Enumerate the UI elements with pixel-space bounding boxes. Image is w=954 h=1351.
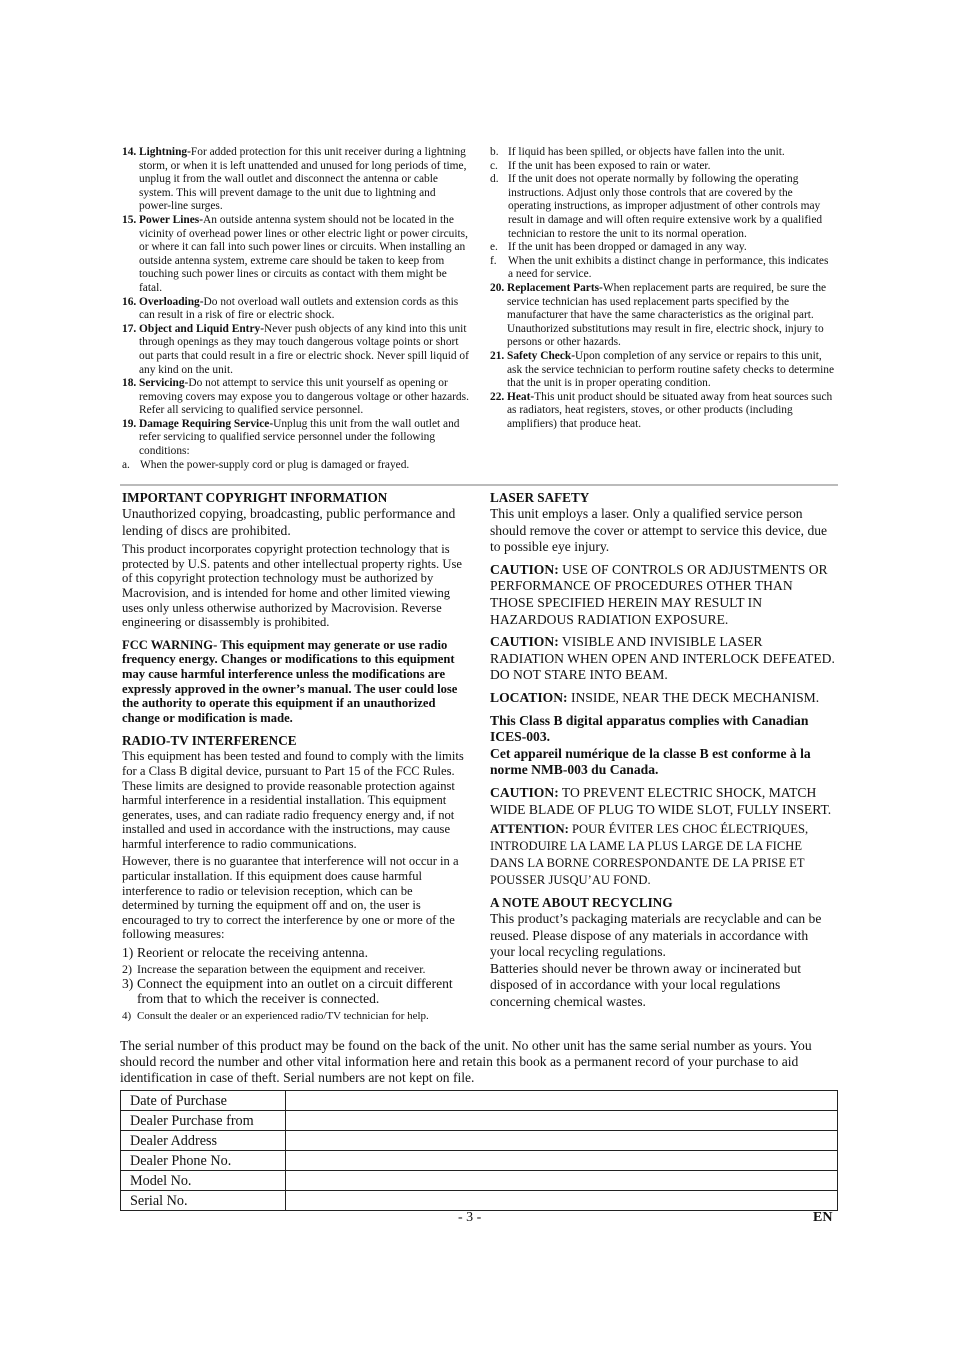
- canada-fr: Cet appareil numérique de la classe B est conforme à la norme NMB-003 du Canada.: [490, 745, 811, 778]
- radio-tv-p2: However, there is no guarantee that interference will not occur in a particular installation. If this equipment does cause harmful interference to radio or television reception, which can be determined by turning the equipment off and on, the user is encouraged to try to correct the interference by one or more of the following measures:: [122, 854, 459, 942]
- notices-right: [490, 490, 836, 1011]
- row-value[interactable]: [286, 1191, 838, 1211]
- row-label: Serial No.: [121, 1191, 286, 1211]
- row-value[interactable]: [286, 1111, 838, 1131]
- safety-item: 18. Servicing-Do not attempt to service this unit yourself as opening or removing covers may expose you to dangerous voltage or other hazards. Refer all servicing to qualified service personnel.: [122, 377, 469, 417]
- row-label: Dealer Address: [121, 1131, 286, 1151]
- row-value[interactable]: [286, 1091, 838, 1111]
- recycling-p1: This product’s packaging materials are recyclable and can be reused. Please dispose of any materials in accordance with your local recycling regulations.: [490, 911, 822, 960]
- table-row: [121, 1171, 838, 1191]
- page-number: - 3 -: [458, 1210, 482, 1225]
- safety-list-left: [122, 146, 470, 472]
- plug-attention: ATTENTION: POUR ÉVITER LES CHOC ÉLECTRIQUES, INTRODUIRE LA LAME LA PLUS LARGE DE LA FICHE DANS LA BORNE CORRESPONDANTE DE LA PRISE ET POUSSER JUSQU’AU FOND.: [490, 822, 809, 888]
- copyright-p1: Unauthorized copying, broadcasting, public performance and lending of discs are prohibited.: [122, 506, 456, 538]
- measure-item: 3) Connect the equipment into an outlet on a circuit different from that to which the receiver is connected.: [122, 976, 453, 1007]
- row-value[interactable]: [286, 1131, 838, 1151]
- safety-list-right: [490, 146, 836, 431]
- language-code: EN: [813, 1210, 833, 1225]
- radio-tv-title: RADIO-TV INTERFERENCE: [122, 733, 297, 749]
- condition-item: e. If the unit has been dropped or damaged in any way.: [490, 241, 747, 254]
- canada-en: This Class B digital apparatus complies with Canadian ICES-003.: [490, 712, 809, 745]
- condition-item: d. If the unit does not operate normally by following the operating instructions. Adjust only those controls that are covered by the operating instructions, as improper adjustment of other controls may result in damage and will often require extensive work by a qualified technician to restore the unit to its normal operation.: [490, 173, 823, 240]
- fcc-warning: FCC WARNING- This equipment may generate or use radio frequency energy. Changes or modifications to this equipment may cause harmful interference unless the modifications are expressly approved in the owner’s manual. The user could lose the authority to operate this equipment if an unauthorized change or modification is made.: [122, 637, 458, 725]
- measure-item: 4) Consult the dealer or an experienced radio/TV technician for help.: [122, 1010, 429, 1023]
- safety-item: 16. Overloading-Do not overload wall outlets and extension cords as this can result in a risk of fire or electric shock.: [122, 295, 459, 322]
- purchase-info-table: [120, 1090, 838, 1211]
- laser-title: LASER SAFETY: [490, 490, 590, 505]
- table-row: [121, 1131, 838, 1151]
- laser-p1: This unit employs a laser. Only a qualified service person should remove the cover or attempt to service this device, due to possible eye injury.: [490, 506, 828, 555]
- condition-item: c. If the unit has been exposed to rain or water.: [490, 159, 711, 172]
- safety-item: 21. Safety Check-Upon completion of any service or repairs to this unit, ask the service technician to perform routine safety checks to determine that the unit is in proper operating condition.: [490, 349, 835, 390]
- safety-item: 17. Object and Liquid Entry-Never push objects of any kind into this unit through openings as they may touch dangerous voltage points or short out parts that could result in a fire or electric shock. Never spill liquid of any kind on the unit.: [122, 322, 469, 376]
- laser-location: LOCATION: INSIDE, NEAR THE DECK MECHANISM.: [490, 689, 820, 705]
- section-divider: [120, 484, 838, 486]
- notices-left: [122, 490, 468, 1023]
- copyright-title: IMPORTANT COPYRIGHT INFORMATION: [122, 490, 388, 505]
- laser-caution-2: CAUTION: VISIBLE AND INVISIBLE LASER RADIATION WHEN OPEN AND INTERLOCK DEFEATED. DO NOT STARE INTO BEAM.: [490, 634, 835, 683]
- row-label: Dealer Purchase from: [121, 1111, 286, 1131]
- safety-item: 14. Lightning-For added protection for this unit receiver during a lightning storm, or when it is left unattended and unused for long periods of time, unplug it from the wall outlet and disconnect the antenna or cable system. This will prevent damage to the unit due to lightning and power-line surges.: [122, 146, 467, 213]
- copyright-p2: This product incorporates copyright protection technology that is protected by U.S. patents and other intellectual property rights. Use of this copyright protection technology must be authorized by Macrovision, and is intended for home and other limited viewing uses only unless otherwise authorized by Macrovision. Reverse engineering or disassembly is prohibited.: [122, 542, 462, 630]
- condition-item: b. If liquid has been spilled, or objects have fallen into the unit.: [490, 146, 785, 158]
- row-label: Date of Purchase: [121, 1091, 286, 1111]
- row-label: Dealer Phone No.: [121, 1151, 286, 1171]
- condition-item: a. When the power-supply cord or plug is damaged or frayed.: [122, 458, 410, 471]
- recycling-title: A NOTE ABOUT RECYCLING: [490, 895, 673, 911]
- measure-item: 1) Reorient or relocate the receiving antenna.: [122, 945, 368, 961]
- table-row: [121, 1091, 838, 1111]
- table-row: [121, 1191, 838, 1211]
- serial-note: The serial number of this product may be found on the back of the unit. No other unit has the same serial number as yours. You should record the number and other vital information here and retain this book as a permanent record of your purchase to aid identification in case of theft. Serial numbers are not kept on file.: [120, 1038, 812, 1085]
- row-value[interactable]: [286, 1151, 838, 1171]
- radio-tv-p1: This equipment has been tested and found to comply with the limits for a Class B digital device, pursuant to Part 15 of the FCC Rules. These limits are designed to provide reasonable protection against harmful interference in a residential installation. This equipment generates, uses, and can radiate radio frequency energy and, if not installed and used in accordance with the instructions, may cause harmful interference to radio communications.: [122, 749, 464, 851]
- row-label: Model No.: [121, 1171, 286, 1191]
- safety-item: 22. Heat-This unit product should be situated away from heat sources such as radiators, heat registers, stoves, or other products (including amplifiers) that produce heat.: [490, 390, 833, 430]
- safety-item: 19. Damage Requiring Service-Unplug this unit from the wall outlet and refer servicing to qualified service personnel under the following conditions:: [122, 417, 460, 458]
- measure-item: 2) Increase the separation between the equipment and receiver.: [122, 961, 426, 976]
- table-row: [121, 1111, 838, 1131]
- laser-caution-1: CAUTION: USE OF CONTROLS OR ADJUSTMENTS OR PERFORMANCE OF PROCEDURES OTHER THAN THOSE SPECIFIED HEREIN MAY RESULT IN HAZARDOUS RADIATION EXPOSURE.: [490, 561, 828, 627]
- plug-caution: CAUTION: TO PREVENT ELECTRIC SHOCK, MATCH WIDE BLADE OF PLUG TO WIDE SLOT, FULLY INSERT.: [490, 784, 832, 817]
- safety-item: 15. Power Lines-An outside antenna system should not be located in the vicinity of overhead power lines or other electric light or power circuits, or where it can fall into such power lines or circuits. When installing an outside antenna system, extreme care should be taken to keep from touching such power lines or circuits as contact with them might be fatal.: [122, 213, 468, 294]
- condition-item: f. When the unit exhibits a distinct change in performance, this indicates a need for service.: [490, 254, 829, 281]
- row-value[interactable]: [286, 1171, 838, 1191]
- safety-item: 20. Replacement Parts-When replacement parts are required, be sure the service technician has used replacement parts specified by the manufacturer that have the same characteristics as the original part. Unauthorized substitutions may result in fire, electric shock, injury to persons or other hazards.: [490, 281, 827, 349]
- table-row: [121, 1151, 838, 1171]
- recycling-p2: Batteries should never be thrown away or incinerated but disposed of in accordance with your local regulations concerning chemical wastes.: [490, 960, 802, 1010]
